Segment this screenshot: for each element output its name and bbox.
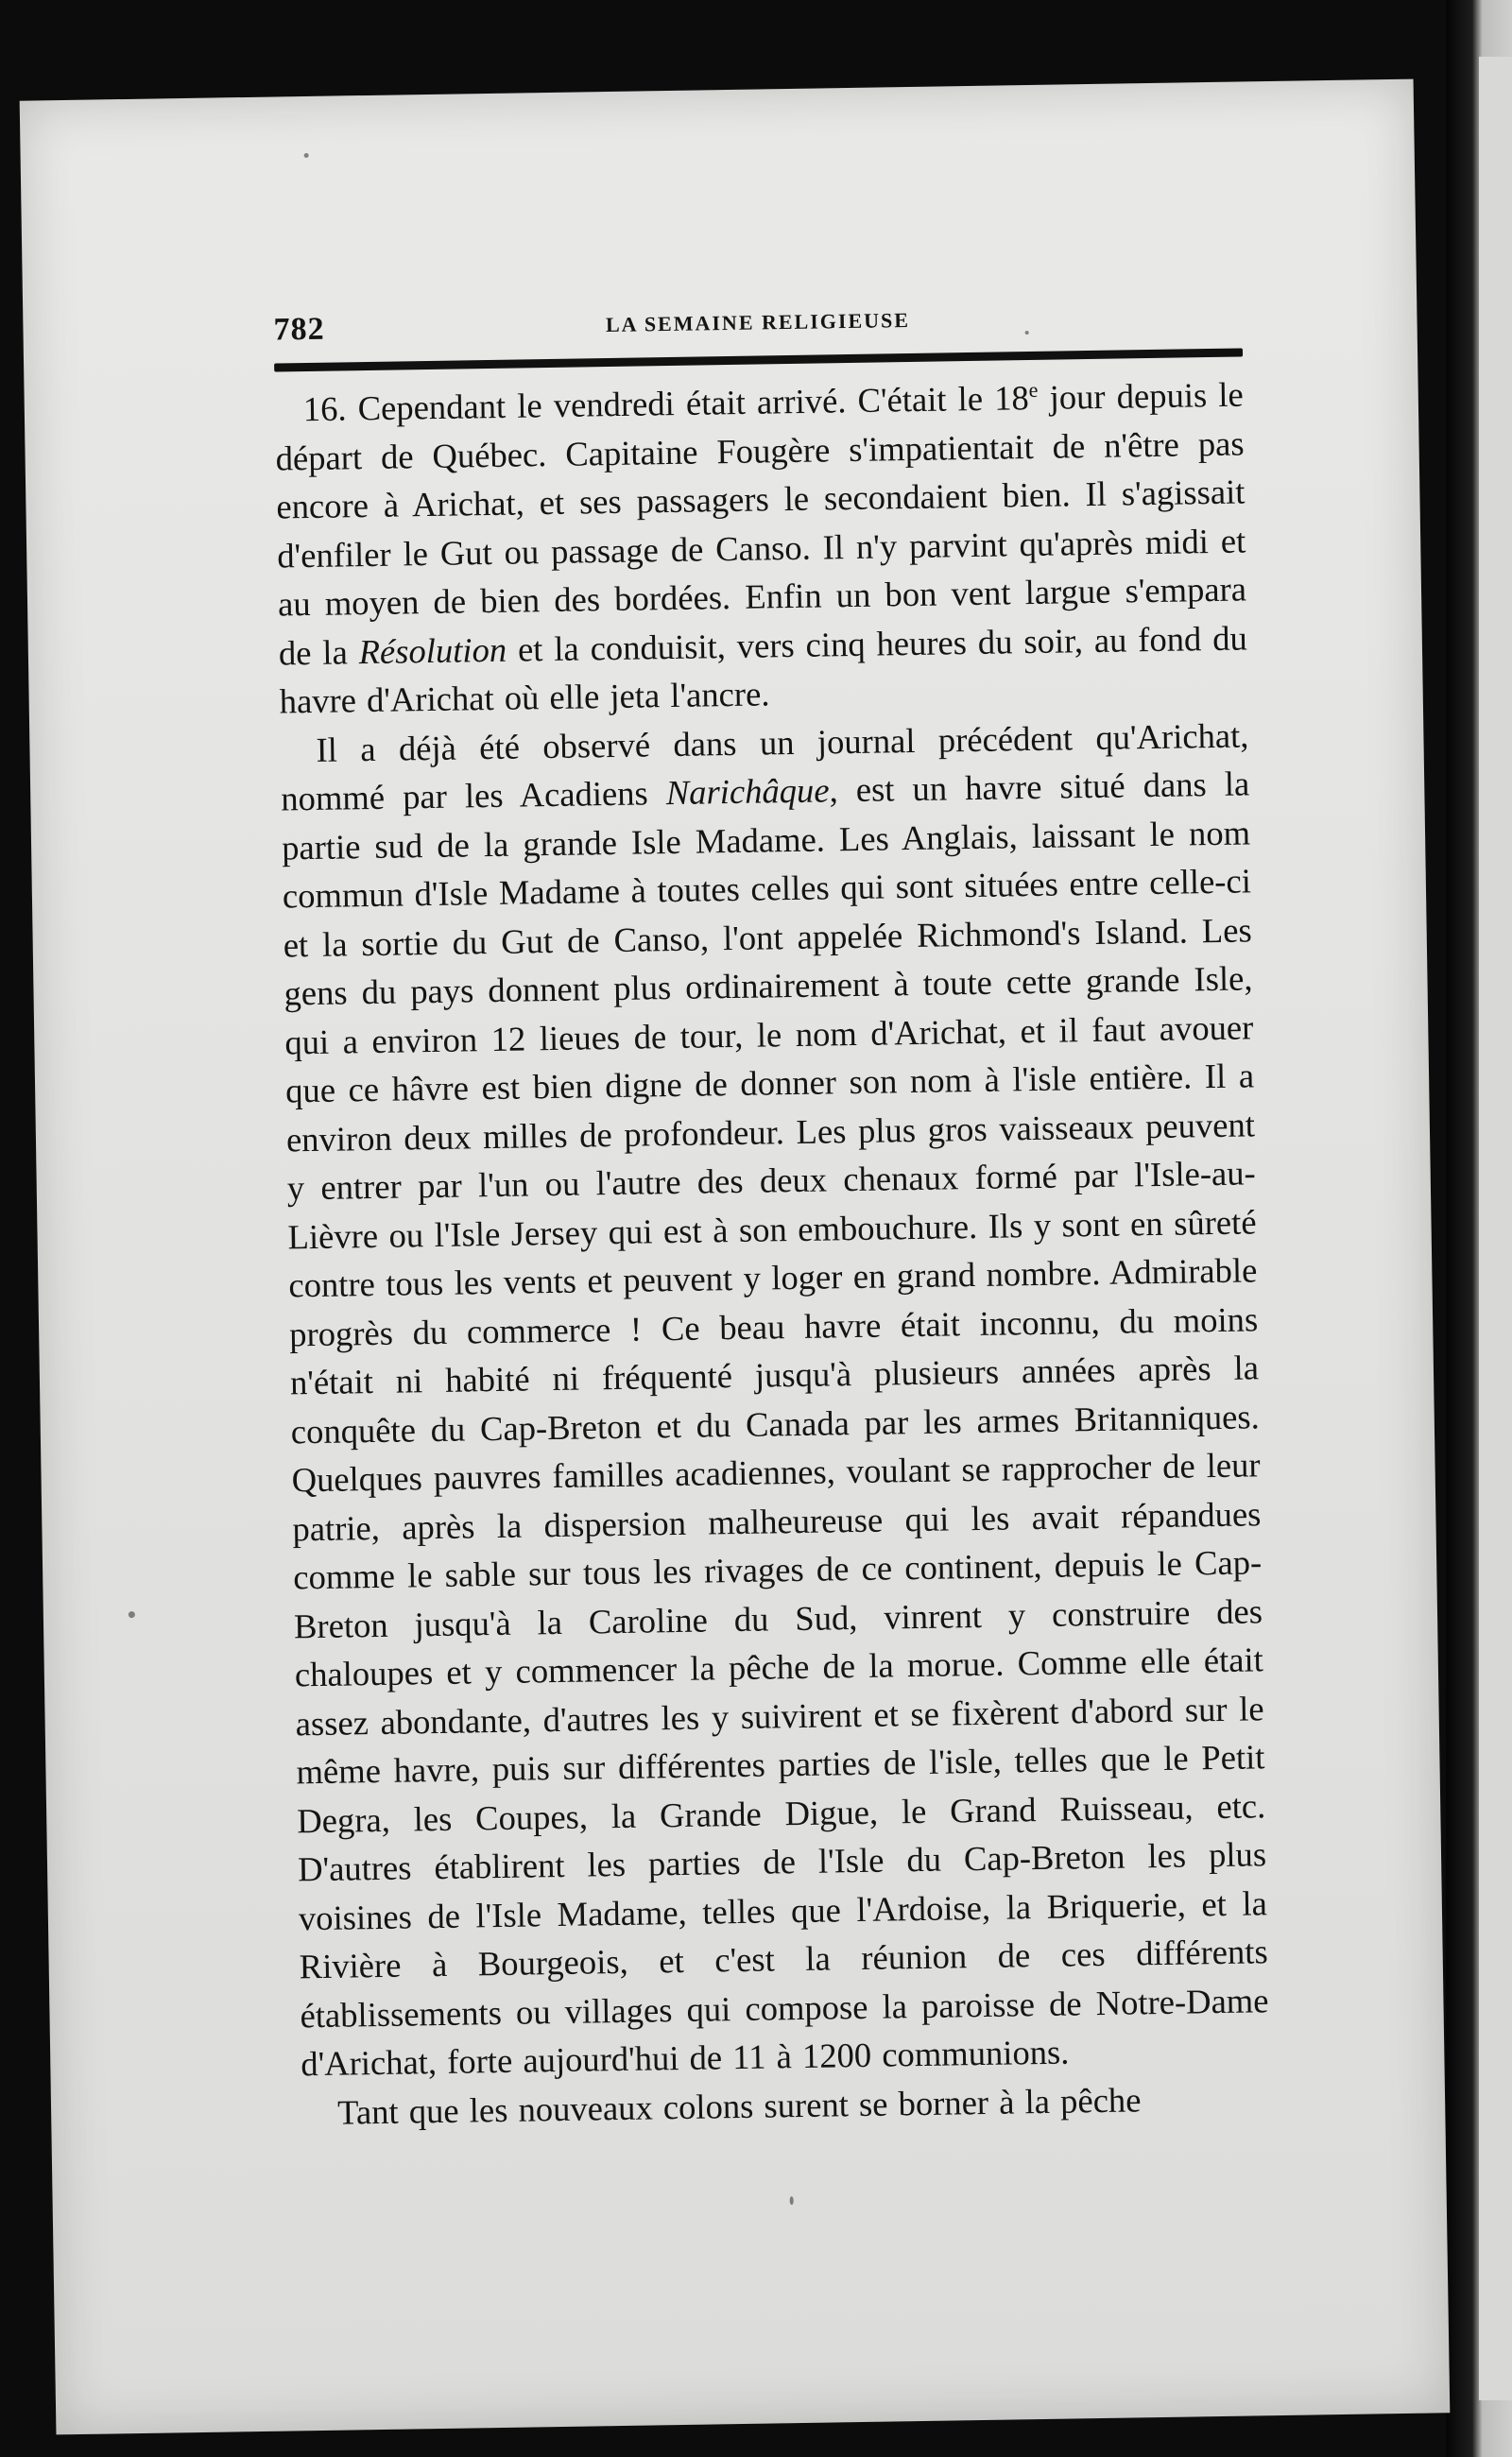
paragraph-1-superscript: e: [1028, 377, 1039, 402]
adjacent-page-sliver: [1479, 57, 1512, 2400]
paragraph-2-acadian-name: Narichâque: [665, 770, 830, 813]
paragraph-1-ship-name: Résolution: [358, 629, 507, 671]
paragraph-1-text-c: et la conduisit, vers cinq heures du soir, au fond du havre d'Arichat où elle jeta l'ancre.: [279, 618, 1248, 721]
running-title: LA SEMAINE RELIGIEUSE: [605, 307, 911, 337]
paragraph-1-text-b: jour depuis le départ de Québec. Capitaine Fougère s'impatientait de n'être pas encore à Arichat, et ses passagers le secondaient bien. Il s'agissait d'enfiler le Gut ou passage de Canso. Il n'y parvint qu'après midi et au moyen de bien des bordées. Enfin un bon vent largue s'empara de la: [275, 374, 1247, 673]
paragraph-2-text-a: Il a déjà été observé dans un journal précédent qu'Arichat, nommé par les Acadiens: [281, 715, 1249, 818]
page-content: [273, 289, 1270, 2137]
page-number: 782: [273, 311, 325, 348]
dust-speck: [790, 2196, 794, 2205]
dust-speck: [304, 153, 309, 158]
paragraph-1-text-a: 16. Cependant le vendredi était arrivé. C'était le 18: [302, 378, 1030, 429]
body-text: [274, 362, 1270, 2137]
paragraph-3-text: Tant que les nouveaux colons surent se borner à la pêche: [336, 2080, 1142, 2132]
paragraph-2: [280, 711, 1270, 2088]
scanned-page: [20, 79, 1451, 2435]
paragraph-2-text-b: , est un havre situé dans la partie sud de la grande Isle Madame. Les Anglais, laissant le nom commun d'Isle Madame à toutes celles qui sont situées entre celle-ci et la sortie du Gut de Canso, l'ont appelée Richmond's Island. Les gens du pays donnent plus ordinairement à toute cette grande Isle, qui a environ 12 lieues de tour, le nom d'Arichat, et il faut avouer que ce hâvre est bien digne de donner son nom à l'isle entière. Il a environ deux milles de profondeur. Les plus gros vaisseaux peuvent y entrer par l'un ou l'autre des deux chenaux formé par l'Isle-au-Lièvre ou l'Isle Jersey qui est à son embouchure. Ils y sont en sûreté contre tous les vents et peuvent y loger en grand nombre. Admirable progrès du commerce ! Ce beau havre était inconnu, du moins n'était ni habité ni fréquenté jusqu'à plusieurs années après la conquête du Cap-Breton et du Canada par les armes Britanniques. Quelques pauvres familles acadiennes, voulant se rapprocher de leur patrie, après la dispersion malheureuse qui les avait répandues comme le sable sur tous les rivages de ce continent, depuis le Cap-Breton jusqu'à la Caroline du Sud, vinrent y construire des chaloupes et y commencer la pêche de la morue. Comme elle était assez abondante, d'autres les y suivirent et se fixèrent d'abord sur le même havre, puis sur différentes parties de l'isle, telles que le Petit Degra, les Coupes, la Grande Digue, le Grand Ruisseau, etc. D'autres établirent les parties de l'Isle du Cap-Breton les plus voisines de l'Isle Madame, telles que l'Ardoise, la Briquerie, et la Rivière à Bourgeois, et c'est la réunion de ces différents établissements ou villages qui compose la paroisse de Notre-Dame d'Arichat, forte aujourd'hui de 11 à 1200 communions.: [281, 764, 1269, 2084]
paragraph-1: [274, 362, 1248, 726]
dust-speck: [129, 1611, 135, 1618]
